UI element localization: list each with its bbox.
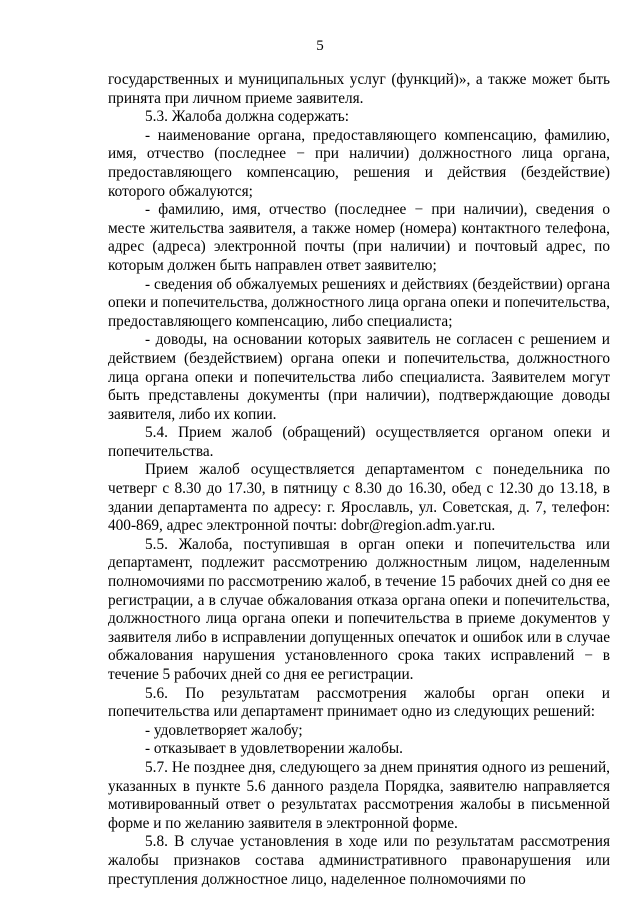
document-body <box>108 71 610 889</box>
page-number: 5 <box>316 38 324 54</box>
paragraph-5-8: 5.8. В случае установления в ходе или по результатам рассмотрения жалобы признаков состава административного правонарушения или преступления должностное лицо, наделенное полномочиями по <box>108 833 610 888</box>
list-item-satisfy: - удовлетворяет жалобу; <box>145 721 303 739</box>
paragraph-5-5: 5.5. Жалоба, поступившая в орган опеки и попечительства или департамент, подлежит рассмотрению должностным лицом, наделенным полномочиями по рассмотрению жалоб, в течение 15 рабочих дней со дня ее регистрации, а в случае обжалования отказа органа опеки и попечительства, должностного лица органа опеки и попечительства в приеме документов у заявителя либо в исправлении допущенных опечаток и ошибок или в случае обжалования нарушения установленного срока таких исправлений − в течение 5 рабочих дней со дня ее регистрации. <box>108 535 610 683</box>
paragraph-continuation: государственных и муниципальных услуг (функций)», а также может быть принята при личном приеме заявителя. <box>108 71 610 107</box>
list-item-arguments: - доводы, на основании которых заявитель не согласен с решением и действием (бездействием) органа опеки и попечительства, должностного лица органа опеки и попечительства либо специалиста. Заявителем могут быть представлены документы (при наличии), подтверждающие доводы заявителя, либо их копии. <box>108 331 610 423</box>
paragraph-5-6: 5.6. По результатам рассмотрения жалобы орган опеки и попечительства или департамент принимает одно из следующих решений: <box>108 684 610 721</box>
list-item-applicant-info: - фамилию, имя, отчество (последнее − при наличии), сведения о месте жительства заявителя, а также номер (номера) контактного телефона, адрес (адреса) электронной почты (при наличии) и почтовый адрес, по которым должен быть направлен ответ заявителю; <box>108 201 610 274</box>
list-item-refuse: - отказывает в удовлетворении жалобы. <box>145 740 404 758</box>
paragraph-reception-hours: Прием жалоб осуществляется департаментом с понедельника по четверг с 8.30 до 17.30, в пятницу с 8.30 до 16.30, обед с 12.30 до 13.18, в здании департамента по адресу: г. Ярославль, ул. Советская, д. 7, телефон: 400-869, адрес электронной почты: dobr@region.adm.yar.ru. <box>108 461 610 535</box>
list-item-organ-name: - наименование органа, предоставляющего компенсацию, фамилию, имя, отчество (последнее − при наличии) должностного лица органа, предоставляющего компенсацию, решения и действия (бездействие) которого обжалуются; <box>108 126 610 200</box>
list-item-appealed-decisions: - сведения об обжалуемых решениях и действиях (бездействии) органа опеки и попечительства, должностного лица органа опеки и попечительства, предоставляющего компенсацию, либо специалиста; <box>108 275 610 330</box>
paragraph-5-4: 5.4. Прием жалоб (обращений) осуществляется органом опеки и попечительства. <box>108 424 610 460</box>
paragraph-5-3-heading: 5.3. Жалоба должна содержать: <box>145 108 350 126</box>
paragraph-5-7: 5.7. Не позднее дня, следующего за днем принятия одного из решений, указанных в пункте 5.6 данного раздела Порядка, заявителю направляется мотивированный ответ о результатах рассмотрения жалобы в письменной форме и по желанию заявителя в электронной форме. <box>108 758 610 832</box>
